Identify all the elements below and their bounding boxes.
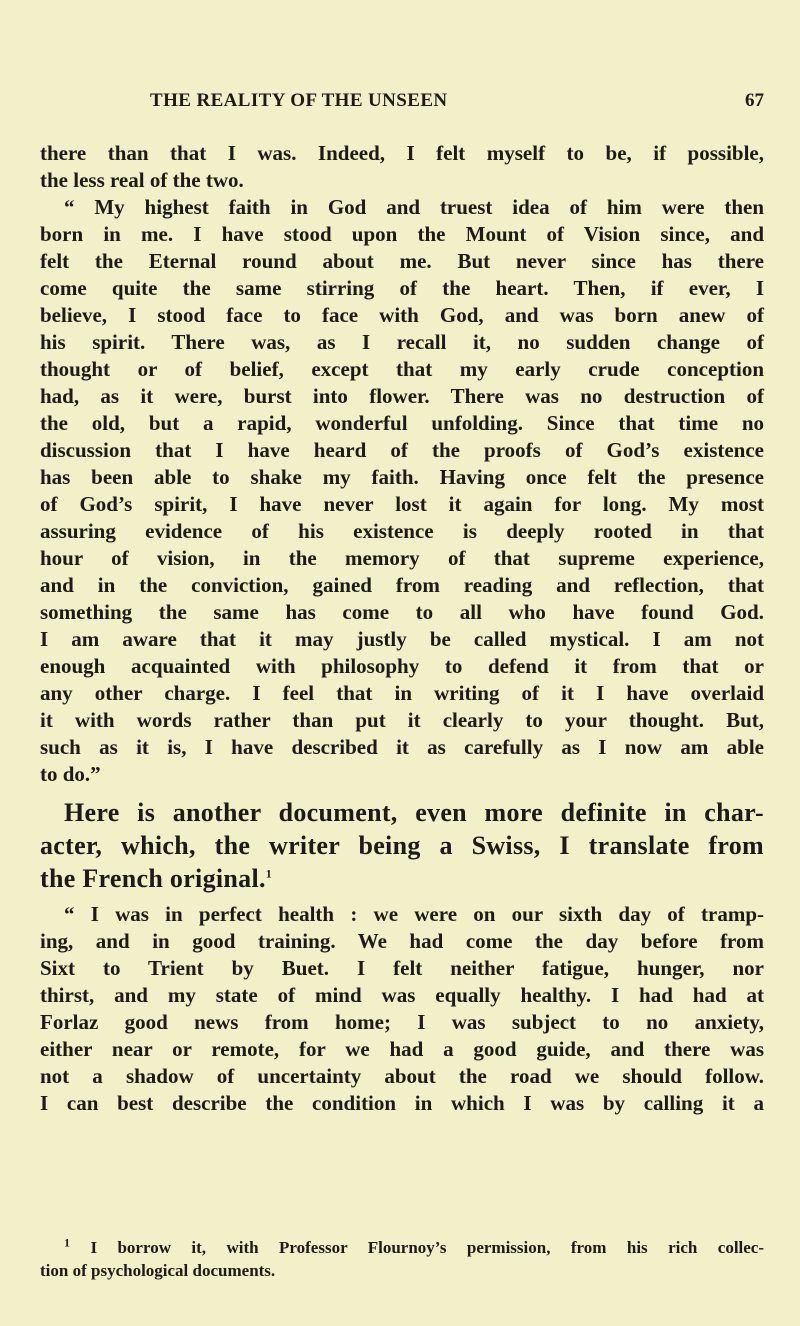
running-head — [40, 90, 764, 120]
paragraph-continuation — [40, 140, 764, 194]
text-line: enough acquainted with philosophy to defend it from that or — [40, 654, 764, 678]
text-line: Sixt to Trient by Buet. I felt neither fatigue, hunger, nor — [40, 956, 764, 980]
text-line: ing, and in good training. We had come the day before from — [40, 929, 764, 953]
book-page — [40, 0, 764, 1326]
text-line: I can best describe the condition in which I was by calling it a — [40, 1091, 764, 1115]
quoted-testimony-paragraph — [40, 194, 764, 788]
intro-line-text: the French original. — [40, 864, 266, 893]
text-line: such as it is, I have described it as carefully as I now am able — [40, 735, 764, 759]
text-line: any other charge. I feel that in writing of it I have overlaid — [40, 681, 764, 705]
text-line: come quite the same stirring of the heart. Then, if ever, I — [40, 276, 764, 300]
text-line: and in the conviction, gained from reading and reflection, that — [40, 573, 764, 597]
text-line: there than that I was. Indeed, I felt myself to be, if possible, — [40, 141, 764, 165]
text-line: Forlaz good news from home; I was subject to no anxiety, — [40, 1010, 764, 1034]
running-title: THE REALITY OF THE UNSEEN — [150, 90, 448, 111]
text-line: his spirit. There was, as I recall it, no sudden change of — [40, 330, 764, 354]
text-line: thought or of belief, except that my early crude conception — [40, 357, 764, 381]
text-line: the less real of the two. — [40, 168, 244, 192]
intro-line: acter, which, the writer being a Swiss, I translate from — [40, 831, 764, 860]
text-line: has been able to shake my faith. Having once felt the presence — [40, 465, 764, 489]
text-line: born in me. I have stood upon the Mount of Vision since, and — [40, 222, 764, 246]
text-line: to do.” — [40, 762, 101, 786]
intro-line — [40, 862, 764, 895]
text-line: hour of vision, in the memory of that supreme experience, — [40, 546, 764, 570]
text-line: something the same has come to all who have found God. — [40, 600, 764, 624]
text-line: I am aware that it may justly be called mystical. I am not — [40, 627, 764, 651]
text-line: of God’s spirit, I have never lost it again for long. My most — [40, 492, 764, 516]
body-text — [40, 140, 764, 1117]
intro-line: Here is another document, even more definite in char- — [64, 798, 764, 827]
text-line: either near or remote, for we had a good guide, and there was — [40, 1037, 764, 1061]
text-line: thirst, and my state of mind was equally healthy. I had had at — [40, 983, 764, 1007]
text-line: it with words rather than put it clearly to your thought. But, — [40, 708, 764, 732]
text-line: “ I was in perfect health : we were on our sixth day of tramp- — [64, 902, 764, 926]
quoted-testimony-paragraph — [40, 901, 764, 1117]
footnote-marker: 1 — [64, 1235, 70, 1250]
text-line: “ My highest faith in God and truest idea of him were then — [64, 195, 764, 219]
text-line: the old, but a rapid, wonderful unfolding. Since that time no — [40, 411, 764, 435]
footnote-text: I borrow it, with Professor Flournoy’s permission, from his rich collec- — [90, 1238, 765, 1257]
text-line: had, as it were, burst into flower. There was no destruction of — [40, 384, 764, 408]
text-line: felt the Eternal round about me. But never since has there — [40, 249, 764, 273]
footnote-reference[interactable]: 1 — [265, 866, 273, 881]
text-line: not a shadow of uncertainty about the road we should follow. — [40, 1064, 764, 1088]
text-line: believe, I stood face to face with God, and was born anew of — [40, 303, 764, 327]
text-line: discussion that I have heard of the proofs of God’s existence — [40, 438, 764, 462]
footnote-line — [40, 1236, 764, 1259]
intro-paragraph — [40, 796, 764, 895]
page-number: 67 — [745, 90, 764, 111]
footnote — [40, 1236, 764, 1282]
footnote-line: tion of psychological documents. — [40, 1261, 276, 1280]
text-line: assuring evidence of his existence is deeply rooted in that — [40, 519, 764, 543]
